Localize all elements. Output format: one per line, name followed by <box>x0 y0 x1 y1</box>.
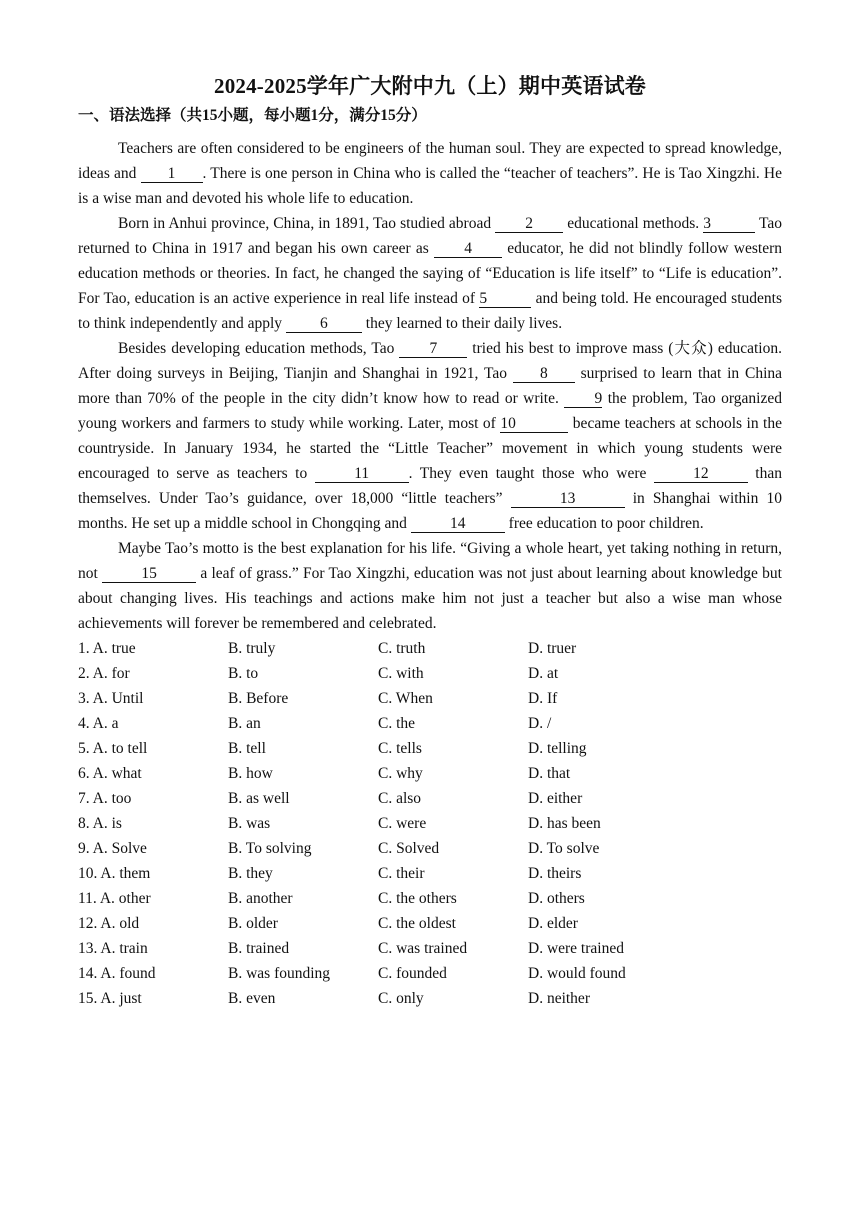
option-5-d: D. telling <box>528 740 587 757</box>
option-11-d: D. others <box>528 890 585 907</box>
option-10-a: 10. A. them <box>78 865 151 882</box>
option-row-10 <box>78 861 782 886</box>
option-4-c: C. the <box>378 715 416 732</box>
option-5-b: B. tell <box>228 740 266 757</box>
option-1-c: C. truth <box>378 640 426 657</box>
option-9-d: D. To solve <box>528 840 600 857</box>
option-row-15 <box>78 986 782 1011</box>
option-12-a: 12. A. old <box>78 915 140 932</box>
option-13-b: B. trained <box>228 940 290 957</box>
option-5-a: 5. A. to tell <box>78 740 148 757</box>
option-13-a: 13. A. train <box>78 940 148 957</box>
option-row-9 <box>78 836 782 861</box>
option-8-a: 8. A. is <box>78 815 122 832</box>
option-row-7 <box>78 786 782 811</box>
option-row-1 <box>78 636 782 661</box>
option-5-c: C. tells <box>378 740 422 757</box>
option-15-a: 15. A. just <box>78 990 142 1007</box>
blank-1: 1 <box>141 165 203 183</box>
blank-7: 7 <box>399 340 467 358</box>
blank-8: 8 <box>513 365 575 383</box>
option-15-d: D. neither <box>528 990 590 1007</box>
answer-options <box>78 636 782 1011</box>
option-7-b: B. as well <box>228 790 290 807</box>
option-3-b: B. Before <box>228 690 289 707</box>
option-12-b: B. older <box>228 915 278 932</box>
blank-13: 13 <box>511 490 625 508</box>
option-row-6 <box>78 761 782 786</box>
option-13-c: C. was trained <box>378 940 468 957</box>
option-9-c: C. Solved <box>378 840 440 857</box>
option-row-3 <box>78 686 782 711</box>
paragraph-2: Born in Anhui province, China, in 1891, Tao studied abroad 2 educational methods. 3 Tao returned to China in 1917 and began his own career as 4 educator, he did not blindly follow western education methods or theories. In fact, he changed the saying of “Education is life itself” to “Life is education”. For Tao, education is an active experience in real life instead of 5 and being told. He encouraged students to think independently and apply 6 they learned to their daily lives. <box>78 215 783 332</box>
option-row-12 <box>78 911 782 936</box>
option-3-d: D. If <box>528 690 558 707</box>
option-10-b: B. they <box>228 865 273 882</box>
blank-11: 11 <box>315 465 409 483</box>
paragraph-4: Maybe Tao’s motto is the best explanation for his life. “Giving a whole heart, yet taking nothing in return, not 15 a leaf of grass.” For Tao Xingzhi, education was not just about learning about knowledge but about changing lives. His teachings and actions make him not just a teacher but also a wise man whose achievements will forever be remembered and celebrated. <box>78 540 782 632</box>
option-6-c: C. why <box>378 765 423 782</box>
blank-9: 9 <box>564 390 602 408</box>
option-11-a: 11. A. other <box>78 890 151 907</box>
blank-6: 6 <box>286 315 362 333</box>
paragraph-3: Besides developing education methods, Tao 7 tried his best to improve mass (大众) education. After doing surveys in Beijing, Tianjin and Shanghai in 1921, Tao 8 surprised to learn that in China more than 70% of the people in the city didn’t know how to read or write. 9 the problem, Tao organized young workers and farmers to study while working. Later, most of 10 became teachers at schools in the countryside. In January 1934, he started the “Little Teacher” movement in which young students were encouraged to serve as teachers to 11 . They even taught those who were 12 than themselves. Under Tao’s guidance, over 18,000 “little teachers” 13 in Shanghai within 10 months. He set up a middle school in Chongqing and 14 free education to poor children. <box>78 340 783 532</box>
option-1-a: 1. A. true <box>78 640 136 657</box>
option-8-d: D. has been <box>528 815 601 832</box>
option-12-d: D. elder <box>528 915 578 932</box>
option-2-c: C. with <box>378 665 424 682</box>
blank-12: 12 <box>654 465 748 483</box>
option-15-b: B. even <box>228 990 276 1007</box>
option-row-14 <box>78 961 782 986</box>
option-row-4 <box>78 711 782 736</box>
option-12-c: C. the oldest <box>378 915 456 932</box>
option-9-b: B. To solving <box>228 840 312 857</box>
blank-2: 2 <box>495 215 563 233</box>
option-4-b: B. an <box>228 715 261 732</box>
blank-5: 5 <box>479 290 531 308</box>
option-4-d: D. / <box>528 715 552 732</box>
option-row-11 <box>78 886 782 911</box>
option-2-d: D. at <box>528 665 559 682</box>
option-3-a: 3. A. Until <box>78 690 144 707</box>
option-7-d: D. either <box>528 790 583 807</box>
option-2-b: B. to <box>228 665 259 682</box>
option-8-c: C. were <box>378 815 427 832</box>
option-9-a: 9. A. Solve <box>78 840 147 857</box>
option-8-b: B. was <box>228 815 271 832</box>
option-2-a: 2. A. for <box>78 665 130 682</box>
option-row-8 <box>78 811 782 836</box>
blank-15: 15 <box>102 565 196 583</box>
option-14-d: D. would found <box>528 965 626 982</box>
option-10-d: D. theirs <box>528 865 582 882</box>
option-4-a: 4. A. a <box>78 715 119 732</box>
option-7-c: C. also <box>378 790 422 807</box>
paragraph-1: Teachers are often considered to be engineers of the human soul. They are expected to spread knowledge, ideas and 1 . There is one person in China who is called the “teacher of teachers”. He is Tao Xingzhi. He is a wise man and devoted his whole life to education. <box>78 140 782 207</box>
section-heading: 一、语法选择（共15小题，每小题1分，满分15分） <box>78 107 427 124</box>
blank-14: 14 <box>411 515 505 533</box>
option-14-b: B. was founding <box>228 965 331 982</box>
option-6-b: B. how <box>228 765 273 782</box>
blank-3: 3 <box>703 215 755 233</box>
option-14-c: C. founded <box>378 965 447 982</box>
option-15-c: C. only <box>378 990 424 1007</box>
option-1-d: D. truer <box>528 640 577 657</box>
page-title: 2024-2025学年广大附中九（上）期中英语试卷 <box>214 74 646 98</box>
option-row-13 <box>78 936 782 961</box>
option-6-a: 6. A. what <box>78 765 142 782</box>
exam-page <box>78 72 782 1011</box>
option-14-a: 14. A. found <box>78 965 156 982</box>
option-7-a: 7. A. too <box>78 790 132 807</box>
option-10-c: C. their <box>378 865 425 882</box>
option-11-c: C. the others <box>378 890 457 907</box>
option-row-2 <box>78 661 782 686</box>
blank-10: 10 <box>500 415 568 433</box>
option-11-b: B. another <box>228 890 293 907</box>
option-3-c: C. When <box>378 690 433 707</box>
blank-4: 4 <box>434 240 502 258</box>
option-1-b: B. truly <box>228 640 276 657</box>
option-row-5 <box>78 736 782 761</box>
option-6-d: D. that <box>528 765 571 782</box>
option-13-d: D. were trained <box>528 940 624 957</box>
